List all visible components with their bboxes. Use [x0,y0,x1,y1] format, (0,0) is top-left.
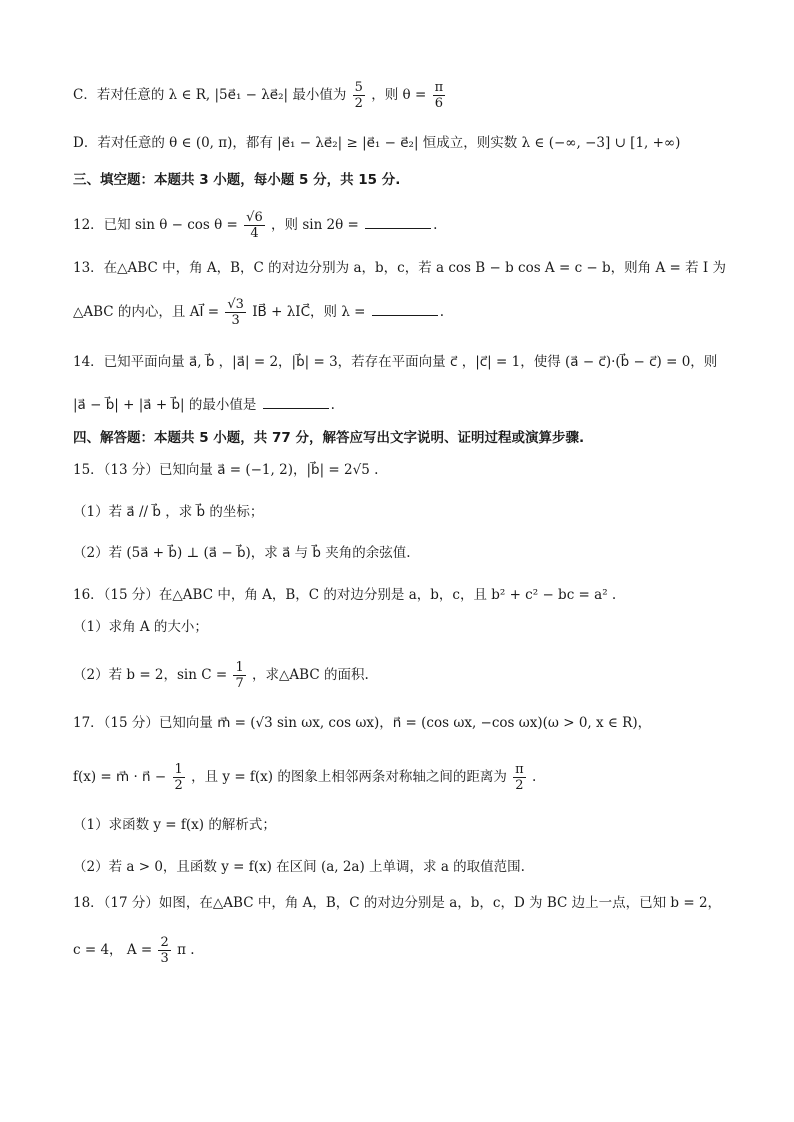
question-16-stem: 16．（15 分）在△ABC 中，角 A，B，C 的对边分别是 a，b，c，且 b² + c² − bc = a² . [73,587,617,603]
section-heading-3: 三、填空题：本题共 3 小题，每小题 5 分，共 15 分. [73,172,401,188]
fraction: $\frac{2}{3}$ [160,935,169,966]
question-18-stem: 18．（17 分）如图，在△ABC 中，角 A，B，C 的对边分别是 a，b，c，D 为 BC 边上一点，已知 b = 2， [73,895,722,911]
answer-blank[interactable] [372,301,438,316]
question-14-line2: |a⃗ − b⃗| + |a⃗ + b⃗| 的最小值是 . [73,394,335,415]
question-17-line2: f(x) = m⃗ · n⃗ − $\frac{1}{2}$ ，且 y = f(x) 的图象上相邻两条对称轴之间的距离为 $\frac{\pi}{2}$ . [73,762,537,793]
answer-blank[interactable] [263,394,329,409]
question-16-part2: （2）若 b = 2，sin C = $\frac{1}{7}$ ，求△ABC 的面积. [73,660,369,691]
fraction: $\frac{1}{2}$ [174,762,183,793]
question-12: 12．已知 sin θ − cos θ = $\frac{√6}{4}$ ，则 sin 2θ = . [73,210,438,241]
fraction: $\frac{\pi}{6}$ [434,80,444,111]
fraction: $\frac{√3}{3}$ [227,297,244,328]
fraction: $\frac{\pi}{2}$ [515,762,524,793]
question-16-part1: （1）求角 A 的大小； [73,619,208,635]
question-14-line1: 14．已知平面向量 a⃗, b⃗ ，|a⃗| = 2，|b⃗| = 3，若存在平面向量 c⃗ ，|c⃗| = 1，使得 (a⃗ − c⃗)·(b⃗ − c⃗) = 0，则 [73,354,718,370]
question-17-part2: （2）若 a > 0，且函数 y = f(x) 在区间 (a, 2a) 上单调，求 a 的取值范围. [73,859,525,875]
option-c-text: C．若对任意的 λ ∈ R, |5e⃗₁ − λe⃗₂| 最小值为 [73,87,347,103]
question-15-part1: （1）若 a⃗ // b⃗ ，求 b⃗ 的坐标； [73,504,264,520]
question-13-line1: 13．在△ABC 中，角 A，B，C 的对边分别为 a，b，c，若 a cos B − b cos A = c − b，则角 A = 若 I 为 [73,260,727,276]
option-c: C．若对任意的 λ ∈ R, |5e⃗₁ − λe⃗₂| 最小值为 $\frac{5}{2}$ ，则 θ = $\frac{\pi}{6}$ [73,80,444,111]
option-d: D．若对任意的 θ ∈ (0, π)，都有 |e⃗₁ − λe⃗₂| ≥ |e⃗₁ − e⃗₂| 恒成立，则实数 λ ∈ (−∞, −3] ∪ [1, +∞) [73,135,681,151]
question-13-line2: △ABC 的内心，且 AI⃗ = $\frac{√3}{3}$ IB⃗ + λIC⃗，则 λ = . [73,297,445,328]
section-heading-4: 四、解答题：本题共 5 小题，共 77 分，解答应写出文字说明、证明过程或演算步骤. [73,430,585,446]
question-18-line2: c = 4， A = $\frac{2}{3}$ π . [73,935,195,966]
fraction: $\frac{5}{2}$ [354,80,363,111]
answer-blank[interactable] [365,214,431,229]
fraction: $\frac{1}{7}$ [235,660,244,691]
question-17-part1: （1）求函数 y = f(x) 的解析式； [73,817,276,833]
fraction: $\frac{√6}{4}$ [246,210,263,241]
question-17-stem: 17．（15 分）已知向量 m⃗ = (√3 sin ωx, cos ωx)，n⃗ = (cos ωx, −cos ωx)(ω > 0, x ∈ R)， [73,715,652,731]
question-15-stem: 15．（13 分）已知向量 a⃗ = (−1, 2)，|b⃗| = 2√5 . [73,462,379,478]
question-15-part2: （2）若 (5a⃗ + b⃗) ⊥ (a⃗ − b⃗)，求 a⃗ 与 b⃗ 夹角的余弦值. [73,545,411,561]
